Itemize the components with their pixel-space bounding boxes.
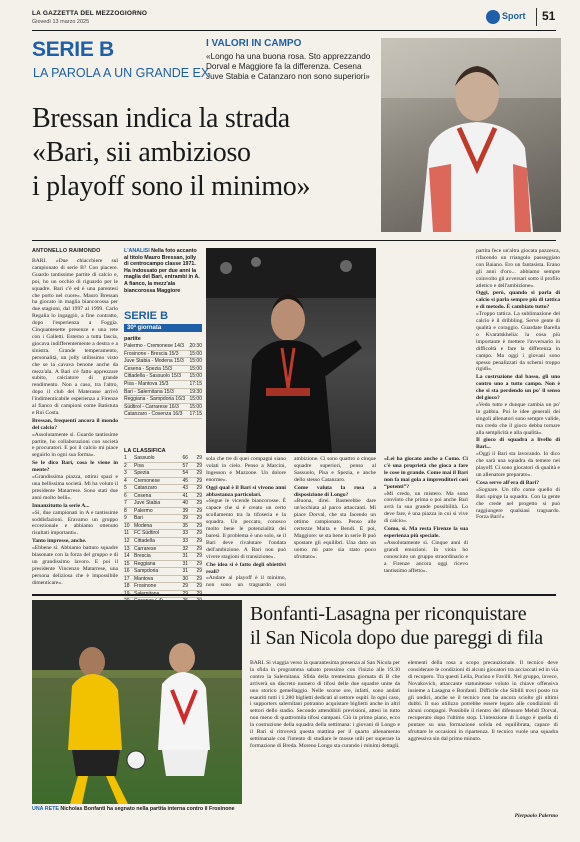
standings-position: 15	[124, 560, 130, 567]
standings-team: FC Südtirol	[134, 530, 160, 537]
fixture-match: Cittadella - Sassuolo 15/3	[124, 373, 181, 380]
fixture-time: 17:15	[189, 380, 202, 387]
standings-played: 29	[196, 455, 202, 461]
standings-row	[124, 576, 202, 584]
bressan-silhouette	[381, 38, 561, 232]
standings-points: 43	[182, 485, 188, 492]
standings-points: 31	[182, 553, 188, 560]
standings-played: 29	[196, 545, 202, 552]
standings-row	[124, 530, 202, 538]
bressan-photo	[381, 38, 561, 232]
standings-points: 35	[182, 522, 188, 529]
article1-column4	[384, 456, 468, 588]
answer-7: «Buona, direi. Basterebbe dare un'occhiata al parco attaccanti. Mi piace Dorval, che sta facendo un ottimo campionato. Penso alle certezze Maita e Bendi. E poi, Maggiore: se sta bene in serie B può spostare gli equilibri. Una dato un uomo mi pare sia stato poco sfruttato».	[294, 498, 376, 560]
standings-position: 12	[124, 538, 130, 545]
standings-played: 29	[196, 575, 202, 582]
standings-played: 29	[196, 507, 202, 514]
article1-column5	[476, 248, 560, 588]
standings-row	[124, 568, 202, 576]
question-10: La costruzione dal basso, gli uno contro uno a tutto campo. Non è che si sta perdendo un po' il senso del gioco?	[476, 374, 560, 402]
standings-row	[124, 455, 202, 463]
fixture-row	[124, 389, 202, 397]
values-box-title: I VALORI IN CAMPO	[206, 38, 302, 49]
article1-column3	[294, 456, 376, 588]
maggiore-photo	[206, 248, 376, 453]
standings-team: Spezia	[134, 470, 150, 477]
standings-header: LA CLASSIFICA	[124, 448, 166, 454]
analysis-caption	[124, 248, 202, 294]
standings-position: 17	[124, 575, 130, 582]
standings-points: 33	[182, 538, 188, 545]
standings-position: 11	[124, 530, 130, 537]
standings-team: Pisa	[134, 462, 144, 469]
standings-position: 6	[124, 492, 127, 499]
fixture-row	[124, 396, 202, 404]
standings-team: Cesena	[134, 492, 152, 499]
standings-row	[124, 553, 202, 561]
question-8: Como, sì. Ma resta Firenze la sua esperienza più speciale.	[384, 526, 468, 539]
answer-como: «Mi credo, un mistero. Ma sono convinto che prima o poi anche Bari avrà la sua grande possibilità. Lo deve fare, è una piazza in cui si vive di calcio».	[384, 490, 468, 525]
fixture-time: 17:15	[189, 411, 202, 418]
answer-1: «Assolutamente sì. Guardo tantissime partite, ho collaborazioni con società e procuratori. E poi il calcio mi piace seguirlo in ogni sua forma».	[32, 431, 118, 459]
standings-team: Mantova	[134, 575, 154, 582]
standings-row	[124, 523, 202, 531]
standings-played: 29	[196, 515, 202, 522]
standings-played: 29	[196, 462, 202, 469]
standings-row	[124, 515, 202, 523]
article1-text-5: partita fece un'altra giocata pazzesca, rifacendo un triangolo passeggiato con Baiano. Ero un fantasista. Erano gli anni d'oro... abbiamo sempre coinvolto gli avversari sotto il profilo atletico e dell'ambizione».	[476, 248, 560, 289]
article2-headline-line1: Bonfanti-Lasagna per riconquistare	[250, 603, 527, 625]
fixture-time: 15:00	[189, 403, 202, 410]
standings-row	[124, 493, 202, 501]
standings-played: 29	[196, 522, 202, 529]
standings-team: Carrarese	[134, 545, 157, 552]
standings-row	[124, 583, 202, 591]
standings-box	[124, 448, 202, 606]
article1-text-3: ambizione. Ci sono quattro o cinque squadre superiori, penso al Sassuolo, Pisa e Spezia, e anche dello stesso Catanzaro.	[294, 456, 376, 483]
standings-team: Reggiana	[134, 560, 156, 567]
standings-played: 29	[196, 538, 202, 545]
answer-9: «Troppo tattica. La sublimazione del calcio è il dribbling. Serve gente di qualità e coraggio. Guardate Barella o Kvaratskhelia: la cosa più importante è mettere l'avversario in difficoltà e fare la differenza in campo. Ma oggi i giovani sono spesso penalizzati da schemi troppo rigidi».	[476, 311, 560, 373]
kicker-subtitle: LA PAROLA A UN GRANDE EX	[33, 66, 210, 80]
standings-team: Juve Stabia	[134, 500, 161, 507]
article2-text-1: BARI. Si viaggia verso la quarantesima presenza al San Nicola per la sfida in programma sabato prossimo con l'inizio alle 19.30 contro la Salernitana. Sfida della trentesima giornata di B che arriverà un discreto numero di tifosi delle due squadre unite da uno storico gemellaggio. Nelle scorse ore, infatti, sono andati esauriti tutti i 1.280 biglietti dedicati al settore ospiti. In ogni caso, i supporters salernitani potranno acquistare biglietti anche in altri settori dello stadio. Secondo attendibili previsioni, attesi in tutto non meno di quattromila tifosi campani. Ciò in primo piano, ecco la costruzione della squadra della settimana: i giovani di Longo e il Bari si ritroverà questa mattina per il quarto allenamento settimanale con l'intento di studiare le mosse utili per superare la formazione di Breda. Moreno Longo sta curando i minimi dettagli.	[250, 660, 400, 749]
standings-played: 29	[196, 485, 202, 492]
standings-played: 29	[196, 477, 202, 484]
article1-column1	[32, 258, 118, 588]
standings-row	[124, 546, 202, 554]
fixture-match: Bari - Salernitana 15/3	[124, 388, 174, 395]
standings-points: 39	[182, 507, 188, 514]
fixture-time: 15:00	[189, 396, 202, 403]
question-11: Il gioco di squadra a livello di Bari...	[476, 437, 560, 451]
article2-text-2: elementi della rosa a scopo precauzionale. Il tecnico deve considerare le condizioni di alcuni giocatori tra acciaccati ed in via di recupero. Tra questi Lella, Pucino e Favilli. Nel gruppo, invece, Novakovich, attaccante statunitense voluto in chiave offensiva insieme a Lasagna e Bonfanti. Difficile che Sibilli trovi posto tra gli undici, anche se il tecnico non ha ancora sciolto gli ultimi dubbi. Il suo utilizzo potrebbe essere legato alle condizioni di alcuni compagni. Possibile il rientro del difensore Mehdi Dorval, recuperato dopo l'ultimo stop. L'intenzione di Longo è quella di puntare su una formazione solida ed equilibrata, capace di sfruttare le occasioni in ripartenza. Il tecnico vuole una squadra aggressiva sin dal primo minuto.	[408, 660, 558, 742]
answer-6: «Andare ai playoff è il minimo, non sono un traguardo così	[206, 575, 286, 588]
analysis-label: L'ANALISI	[124, 248, 150, 254]
question-12: Cosa serve all'era di Bari?	[476, 479, 540, 486]
fixture-time: 19:30	[189, 388, 202, 395]
fixture-row	[124, 411, 202, 419]
article2-column1	[250, 660, 400, 820]
standings-points: 33	[182, 530, 188, 537]
bonfanti-photo	[32, 600, 242, 804]
fixtures-subheader: partite	[124, 336, 141, 342]
fixture-match: Südtirol - Carrarese 16/3	[124, 403, 179, 410]
standings-row	[124, 485, 202, 493]
headline-rule	[32, 240, 556, 241]
fixtures-box	[124, 310, 202, 419]
standings-position: 9	[124, 515, 127, 522]
match-scene	[32, 600, 242, 804]
answer-3: «Sì, due campionati in A e tantissime soddisfazioni. Eravamo un gruppo eccezionale e abbiamo ottenuto risultati importanti».	[32, 509, 118, 537]
standings-played: 29	[196, 530, 202, 537]
caption-text: Nicholas Bonfanti ha segnato nella partita interna contro il Frosinone	[60, 806, 235, 812]
standings-points: 31	[182, 568, 188, 575]
question-4: Tanto impresse, anche.	[32, 538, 87, 545]
standings-points: 40	[182, 500, 188, 507]
standings-position: 13	[124, 545, 130, 552]
answer-8: «Assolutamente sì. Cinque anni di grandi emozioni. In viola ho conosciuto un gruppo straordinario e a Firenze ancora oggi ricevo tantissimo affetto».	[384, 539, 468, 574]
standings-position: 1	[124, 455, 127, 461]
answer-5: «Segue le vicende biancorosse. È capace che si è creato un certo scollamento tra la tifoseria e la squadra. Un peccato, conosco molto bene le potenzialità dei baresi. Il problema è uno solo, se il Bari deve rivalutare l'ondata dell'ambizione. A Bari non può vivere stagioni di transizione».	[206, 498, 286, 560]
standings-played: 29	[196, 492, 202, 499]
fixture-time: 15:00	[189, 358, 202, 365]
standings-played: 29	[196, 500, 202, 507]
standings-row	[124, 561, 202, 569]
section-kicker: SERIE B	[32, 38, 114, 61]
article1-text-1: BARI. «Due chiacchiere sul campionato di serie B? Con piacere. Guardo tantissime partite di calcio e, poi, ho un occhio di riguardo per le squadre. Bari c'è ed è una parentesi che porto nel cuore». Mauro Bressan ha giocato in maglia biancorossa per due stagioni, dal 1997 al 1999. Carlo Regalia lo ingaggiò, a fine contratto, dopo l'esperienza a Foggia. Cinquantesette presenze e una rete con i Galletti. Esterno a tutta fascia, giocava indifferentemente a destra e a sinistra. Grande temperamento, personalità, un jolly utilissimo visto che se la cavava benone anche da mezz'ala. A Bari s'è fatto apprezzare subito, calciatore di grande rendimento. Non a caso, tra l'altro, dopo il club del Materasse arrivò l'indimenticabile esperienza a Firenze al fianco di campioni come Batistuta e Rui Costa.	[32, 258, 118, 416]
article2-column2	[408, 660, 558, 812]
standings-position: 2	[124, 462, 127, 469]
answer-11: «Oggi il Bari sta lavorando. Io dico che sarà una squadra da temere nei playoff. Ci sono giocatori di qualità e un allenatore preparato».	[476, 451, 560, 478]
standings-team: Brescia	[134, 553, 151, 560]
sport-logo-icon	[486, 10, 500, 24]
standings-team: Frosinone	[134, 583, 157, 590]
fixture-row	[124, 351, 202, 359]
fixture-match: Cesena - Spezia 15/3	[124, 365, 173, 372]
question-9: Oggi, però, quando si parla di calcio si parla sempre più di tattica e di metodo. È cambiato tutto?	[476, 290, 560, 311]
masthead	[14, 8, 566, 32]
question-3: Innanzitutto la serie A...	[32, 502, 90, 509]
fixture-match: Frosinone - Brescia 15/3	[124, 350, 179, 357]
section-divider	[32, 594, 556, 596]
photo-caption	[32, 806, 242, 813]
page-divider	[536, 8, 537, 26]
byline: ANTONELLO RAIMONDO	[32, 248, 101, 254]
newspaper-name: LA GAZZETTA DEL MEZZOGIORNO	[32, 10, 148, 17]
standings-played: 29	[196, 560, 202, 567]
standings-position: 8	[124, 507, 127, 514]
standings-team: Bari	[134, 515, 143, 522]
standings-points: 39	[182, 515, 188, 522]
standings-team: Sassuolo	[134, 455, 155, 461]
headline	[32, 102, 382, 204]
standings-points: 29	[182, 583, 188, 590]
standings-points: 41	[182, 492, 188, 499]
standings-points: 32	[182, 545, 188, 552]
headline-line1: Bressan indica la strada	[32, 103, 290, 134]
standings-position: 16	[124, 568, 130, 575]
fixture-match: Juve Stabia - Modena 15/3	[124, 358, 184, 365]
standings-position: 5	[124, 485, 127, 492]
fixture-row	[124, 343, 202, 351]
standings-points: 66	[182, 455, 188, 461]
standings-position: 3	[124, 470, 127, 477]
headline-line2: «Bari, sii ambizioso	[32, 137, 251, 168]
fixture-row	[124, 381, 202, 389]
standings-team: Catanzaro	[134, 485, 158, 492]
article2-headline-line2: il San Nicola dopo due pareggi di fila	[250, 627, 543, 649]
standings-row	[124, 500, 202, 508]
answer-12: «Sognare. Un tifo come quello di Bari spinge la squadra. Con la gente che crede nel progetto si può raggiungere qualsiasi traguardo. Forza Bari!»	[476, 486, 560, 521]
masthead-rule	[32, 30, 556, 31]
standings-played: 29	[196, 470, 202, 477]
fixture-match: Reggiana - Sampdoria 16/3	[124, 396, 186, 403]
standings-team: Modena	[134, 522, 153, 529]
page-number: 51	[542, 9, 556, 23]
standings-team: Sampdoria	[134, 568, 159, 575]
article1-text-2: sola che tre di quei compagni siano volati in cielo. Penso a Marcini, Ingesson e Mazzone. Un dolore enorme».	[206, 456, 286, 483]
maggiore-silhouette	[206, 248, 376, 453]
question-7: Come valuta la rosa a disposizione di Longo?	[294, 484, 376, 498]
question-como: «Lei ha giocato anche a Como. Ci c'è una proprietà che gioca a fare le cose in grande. Come mai il Bari non fa mai gola a imprenditori così “potenti”?	[384, 456, 468, 490]
standings-team: Cittadella	[134, 538, 155, 545]
fixture-time: 20:30	[189, 343, 202, 349]
fixture-match: Palermo - Cremonese 14/3	[124, 343, 185, 349]
standings-list	[124, 455, 202, 606]
question-6: Che idea si è fatto degli obiettivi reali?	[206, 561, 286, 575]
standings-row	[124, 508, 202, 516]
fixture-row	[124, 366, 202, 374]
values-box-quote: «Longo ha una buona rosa. Sto apprezzando Dorval e Maggiore fa la differenza. Cesena Juve Stabia e Catanzaro non sono superiori»	[206, 52, 371, 82]
standings-points: 31	[182, 560, 188, 567]
standings-points: 54	[182, 470, 188, 477]
fixture-row	[124, 358, 202, 366]
standings-position: 4	[124, 477, 127, 484]
answer-2: «Grandissima piazza, ottimi spazi e una bellissima società. Mi ha voluto il presidente Matarrese. Sono stati due anni molto belli».	[32, 474, 118, 501]
fixtures-header: SERIE B	[124, 310, 169, 322]
question-5: Oggi qual è il Bari si vivono anni abbastanza particolari.	[206, 484, 286, 498]
article1-column2	[206, 456, 286, 588]
fixture-time: 15:00	[189, 350, 202, 357]
standings-played: 29	[196, 583, 202, 590]
fixture-row	[124, 373, 202, 381]
standings-team: Cremonese	[134, 477, 160, 484]
standings-row	[124, 538, 202, 546]
standings-played: 29	[196, 553, 202, 560]
issue-date: Giovedì 13 marzo 2025	[32, 19, 90, 25]
fixture-row	[124, 404, 202, 412]
standings-points: 45	[182, 477, 188, 484]
standings-points: 30	[182, 575, 188, 582]
standings-position: 10	[124, 522, 130, 529]
article2-signature: Pierpaolo Palermo	[514, 813, 558, 819]
fixture-time: 15:00	[189, 373, 202, 380]
answer-10: «Vedo tutto e dunque cambia un po' in gabbia. Poi le idee generali dei singoli allenatori sono sempre valide, ma credo che il gioco debba tornare alla semplicità e alla qualità».	[476, 401, 560, 436]
fixtures-round: 30ª giornata	[124, 324, 202, 332]
article2-headline	[250, 602, 560, 650]
standings-row	[124, 470, 202, 478]
analysis-text: Nella foto accanto al titolo Mauro Bressan, jolly di centrocampo classe 1971. Ha indossato per due anni la maglia del Bari, entrambi in A. A fianco, la mezz'ala biancorossa Maggiore	[124, 248, 200, 294]
standings-row	[124, 463, 202, 471]
standings-row	[124, 478, 202, 486]
answer-4: «Ebbene sì. Abbiamo battuto squadre blasonate con la forza del gruppo e di un grandissimo lavoro. E poi il presidente Vincenzo Matarrese, una persona deliziosa che è impossibile dimenticare».	[32, 545, 118, 586]
fixtures-list	[124, 343, 202, 419]
standings-points: 57	[182, 462, 188, 469]
fixture-time: 15:00	[189, 365, 202, 372]
values-box	[206, 38, 376, 96]
headline-line3: i playoff sono il minimo»	[32, 171, 311, 202]
standings-position: 14	[124, 553, 130, 560]
fixture-match: Pisa - Mantova 15/3	[124, 380, 169, 387]
fixture-match: Catanzaro - Cosenza 16/3	[124, 411, 183, 418]
caption-label: UNA RETE	[32, 806, 59, 812]
standings-position: 7	[124, 500, 127, 507]
standings-team: Palermo	[134, 507, 153, 514]
standings-played: 29	[196, 568, 202, 575]
question-2: Se le dico Bari, cosa le viene in mente?	[32, 460, 118, 474]
standings-position: 18	[124, 583, 130, 590]
question-1: Bressan, frequenti ancora il mondo del calcio?	[32, 417, 118, 431]
section-logo: Sport	[502, 11, 526, 21]
